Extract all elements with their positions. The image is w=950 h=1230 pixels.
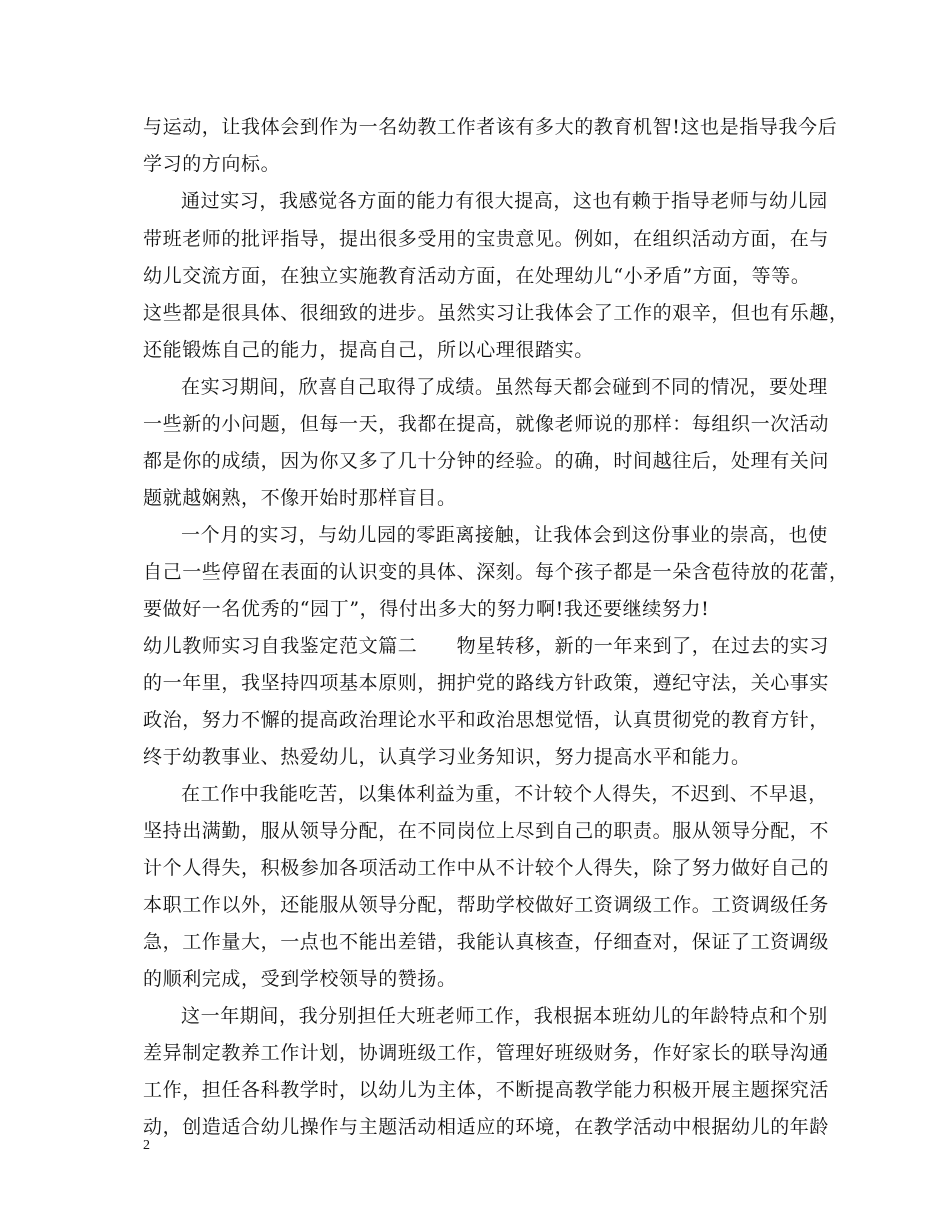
text-line: 终于幼教事业、热爱幼儿，认真学习业务知识，努力提高水平和能力。 — [143, 746, 751, 768]
page-number: 2 — [143, 1138, 150, 1153]
text-line: 动，创造适合幼儿操作与主题活动相适应的环境，在教学活动中根据幼儿的年龄 — [143, 1116, 830, 1138]
text-line: 一些新的小问题，但每一天，我都在提高，就像老师说的那样：每组织一次活动 — [143, 413, 830, 435]
text-line: 的顺利完成，受到学校领导的赞扬。 — [143, 968, 457, 990]
text-line: 都是你的成绩，因为你又多了几十分钟的经验。的确，时间越往后，处理有关问 — [143, 450, 830, 472]
paragraph-start-line: 通过实习，我感觉各方面的能力有很大提高，这也有赖于指导老师与幼儿园 — [181, 190, 828, 212]
paragraph-start-line: 这一年期间，我分别担任大班老师工作，我根据本班幼儿的年龄特点和个别 — [181, 1005, 828, 1027]
text-line: 的一年里，我坚持四项基本原则，拥护党的路线方针政策，遵纪守法，关心事实 — [143, 672, 830, 694]
text-line: 幼儿交流方面，在独立实施教育活动方面，在处理幼儿“小矛盾”方面，等等。 — [143, 265, 811, 287]
text-line: 题就越娴熟，不像开始时那样盲目。 — [143, 487, 457, 509]
text-line: 坚持出满勤，服从领导分配，在不同岗位上尽到自己的职责。服从领导分配，不 — [143, 820, 830, 842]
text-line: 这些都是很具体、很细致的进步。虽然实习让我体会了工作的艰辛，但也有乐趣， — [143, 302, 849, 324]
text-line: 工作，担任各科教学时，以幼儿为主体，不断提高教学能力积极开展主题探究活 — [143, 1079, 830, 1101]
text-line: 要做好一名优秀的“园丁”，得付出多大的努力啊!我还要继续努力! — [143, 598, 710, 620]
paragraph-start-line: 一个月的实习，与幼儿园的零距离接触，让我体会到这份事业的崇高，也使 — [181, 524, 828, 546]
text-line: 计个人得失，积极参加各项活动工作中从不计较个人得失，除了努力做好自己的 — [143, 857, 830, 879]
text-line: 还能锻炼自己的能力，提高自己，所以心理很踏实。 — [143, 339, 594, 361]
text-line: 急，工作量大，一点也不能出差错，我能认真核查，仔细查对，保证了工资调级 — [143, 931, 830, 953]
paragraph-start-line: 在实习期间，欣喜自己取得了成绩。虽然每天都会碰到不同的情况，要处理 — [181, 376, 828, 398]
text-line: 自己一些停留在表面的认识变的具体、深刻。每个孩子都是一朵含苞待放的花蕾， — [143, 561, 849, 583]
text-line: 幼儿教师实习自我鉴定范文篇二 物星转移，新的一年来到了，在过去的实习 — [143, 635, 830, 657]
paragraph-start-line: 在工作中我能吃苦，以集体利益为重，不计较个人得失，不迟到、不早退， — [181, 783, 828, 805]
text-line: 学习的方向标。 — [143, 153, 281, 175]
text-line: 本职工作以外，还能服从领导分配，帮助学校做好工资调级工作。工资调级任务 — [143, 894, 830, 916]
text-line: 差异制定教养工作计划，协调班级工作，管理好班级财务，作好家长的联导沟通 — [143, 1042, 830, 1064]
text-line: 带班老师的批评指导，提出很多受用的宝贵意见。例如，在组织活动方面，在与 — [143, 228, 830, 250]
text-line: 与运动，让我体会到作为一名幼教工作者该有多大的教育机智!这也是指导我今后 — [143, 116, 838, 138]
text-line: 政治，努力不懈的提高政治理论水平和政治思想觉悟，认真贯彻党的教育方针， — [143, 709, 830, 731]
